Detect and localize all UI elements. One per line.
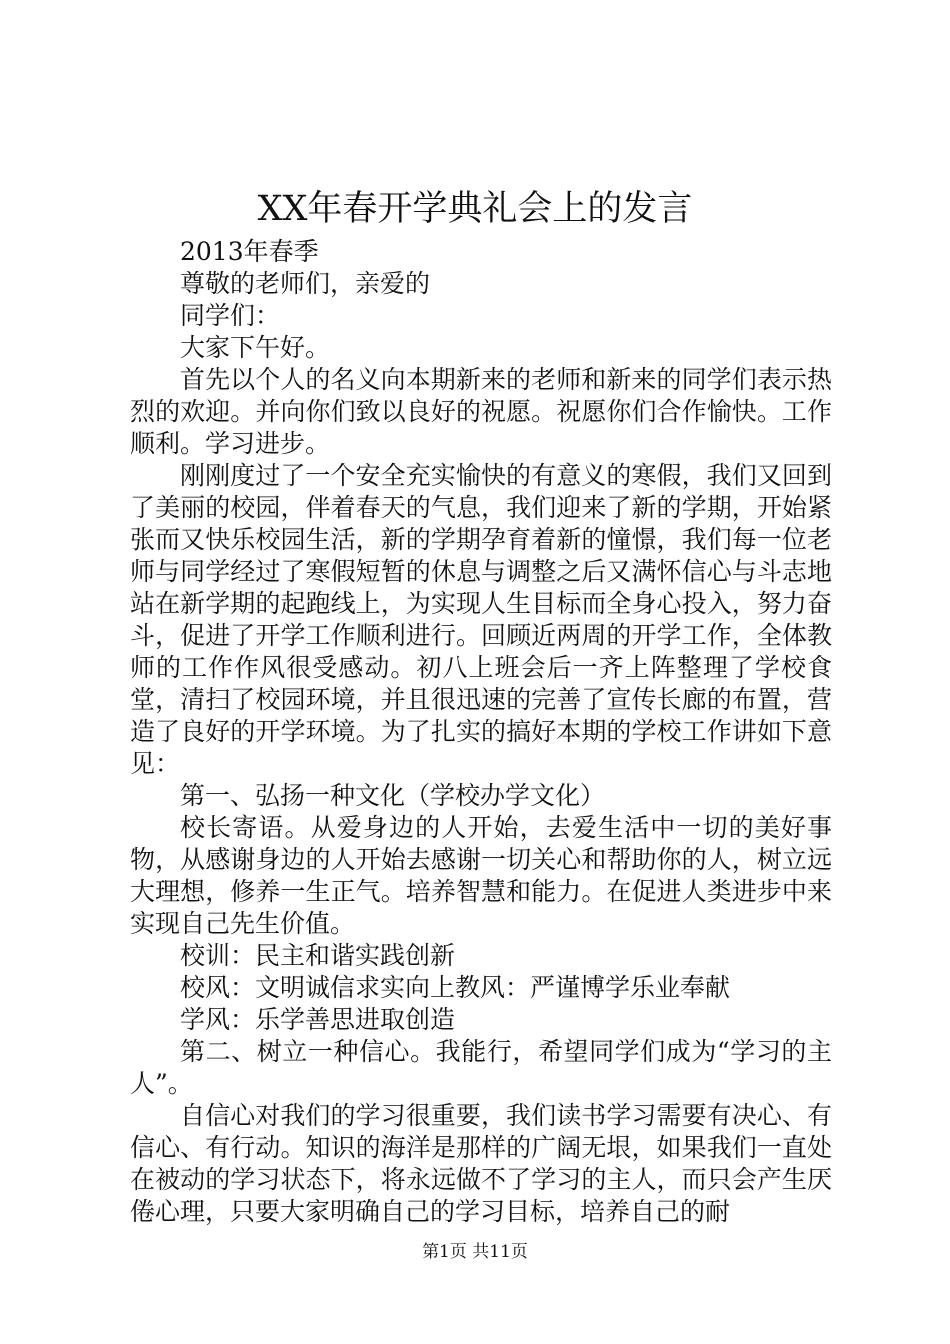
- paragraph-welcome: 首先以个人的名义向本期新来的老师和新来的同学们表示热烈的欢迎。并向你们致以良好的祝愿。祝愿你们合作愉快。工作顺利。学习进步。: [130, 365, 832, 458]
- paragraph-school-motto: 校训：民主和谐实践创新: [180, 941, 456, 970]
- paragraph-new-term: 刚刚度过了一个安全充实愉快的有意义的寒假，我们又回到了美丽的校园，伴着春天的气息，我们迎来了新的学期，开始紧张而又快乐校园生活，新的学期孕育着新的憧憬，我们每一位老师与同学经过了寒假短暂的休息与调整之后又满怀信心与斗志地站在新学期的起跑线上，为实现人生目标而全身心投入，努力奋斗，促进了开学工作顺利进行。回顾近两周的开学工作，全体教师的工作作风很受感动。初八上班会后一齐上阵整理了学校食堂，清扫了校园环境，并且很迅速的完善了宣传长廊的布置，营造了良好的开学环境。为了扎实的搞好本期的学校工作讲如下意见：: [130, 461, 832, 778]
- paragraph-section-one: 第一、弘扬一种文化（学校办学文化）: [180, 781, 606, 810]
- paragraph-salutation-students: 同学们：: [180, 301, 281, 330]
- paragraph-school-spirit: 校风：文明诚信求实向上教风：严谨博学乐业奉献: [180, 973, 731, 1002]
- paragraph-study-style: 学风：乐学善思进取创造: [180, 1005, 456, 1034]
- paragraph-section-two: 第二、树立一种信心。我能行，希望同学们成为“学习的主人”。: [130, 1037, 832, 1098]
- paragraph-confidence: 自信心对我们的学习很重要，我们读书学习需要有决心、有信心、有行动。知识的海洋是那样的广阔无垠，如果我们一直处在被动的学习状态下，将永远做不了学习的主人，而只会产生厌倦心理，只要大家明确自己的学习目标，培养自己的耐: [130, 1101, 832, 1226]
- paragraph-salutation: 尊敬的老师们，亲爱的: [180, 269, 431, 298]
- page-footer: 第1页 共11页: [422, 1242, 528, 1262]
- document-body: [130, 236, 832, 1228]
- document-title: XX年春开学典礼会上的发言: [257, 189, 693, 229]
- paragraph-date: 2013年春季: [180, 237, 319, 266]
- paragraph-greeting: 大家下午好。: [180, 333, 331, 362]
- paragraph-principal-message: 校长寄语。从爱身边的人开始，去爱生活中一切的美好事物，从感谢身边的人开始去感谢一切关心和帮助你的人，树立远大理想，修养一生正气。培养智慧和能力。在促进人类进步中来实现自己先生价值。: [130, 813, 832, 938]
